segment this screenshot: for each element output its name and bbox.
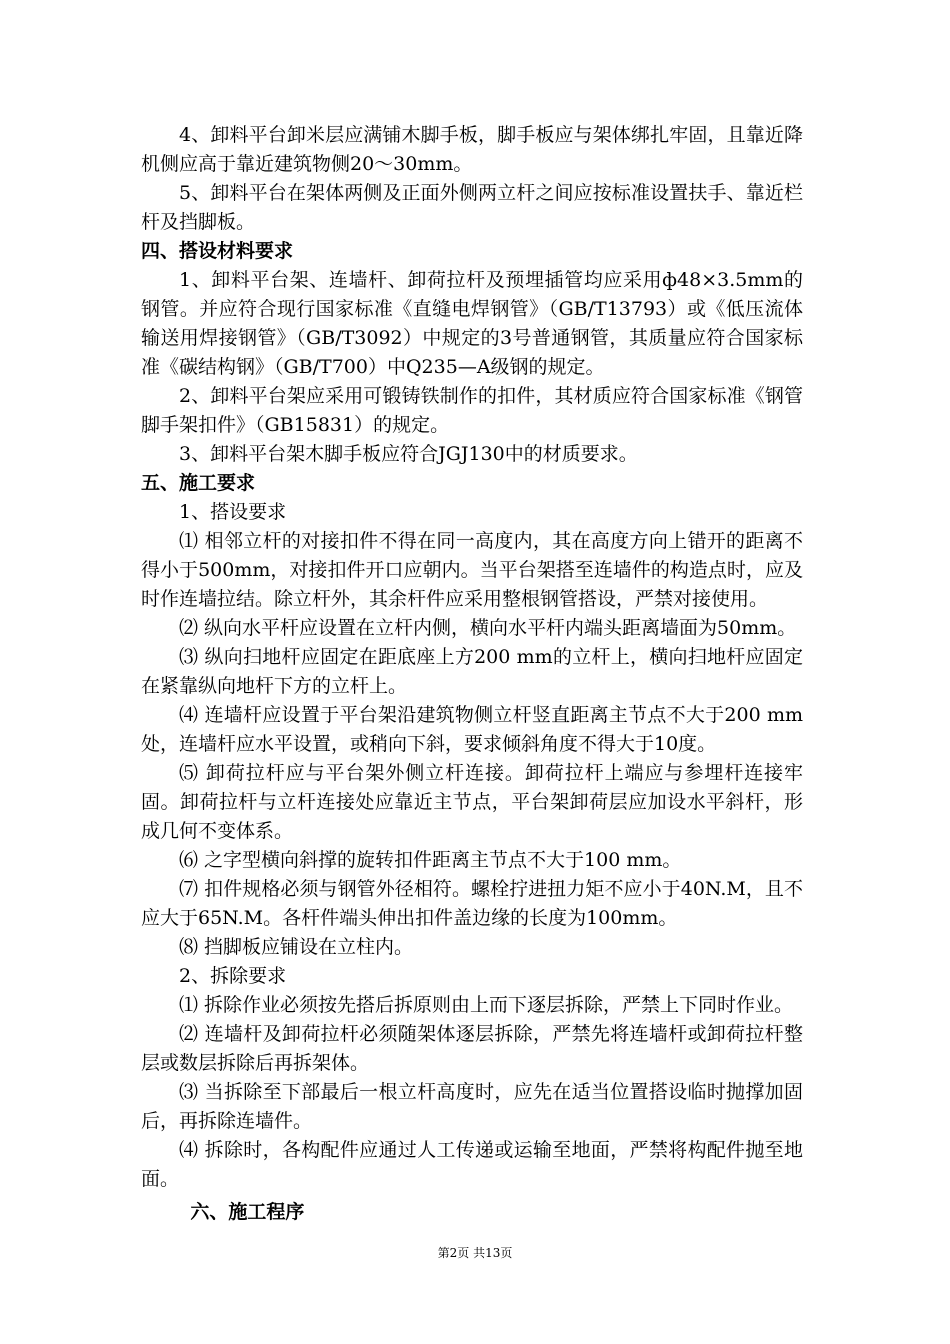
dismantling-item-3: ⑶ 当拆除至下部最后一根立杆高度时，应先在适当位置搭设临时抛撑加固后，再拆除连墙件。 [141,1081,803,1132]
paragraph-item-5: 5、卸料平台在架体两侧及正面外侧两立杆之间应按标准设置扶手、靠近栏杆及挡脚板。 [141,182,803,233]
paragraph-item-4: 4、卸料平台卸米层应满铺木脚手板，脚手板应与架体绑扎牢固，且靠近降机侧应高于靠近建筑物侧20～30mm。 [141,124,803,175]
document-body [141,121,803,1227]
erection-item-6: ⑹ 之字型横向斜撑的旋转扣件距离主节点不大于100 mm。 [179,849,682,871]
dismantling-item-1: ⑴ 拆除作业必须按先搭后拆原则由上而下逐层拆除，严禁上下同时作业。 [179,994,794,1016]
dismantling-item-2: ⑵ 连墙杆及卸荷拉杆必须随架体逐层拆除，严禁先将连墙杆或卸荷拉杆整层或数层拆除后再拆架体。 [141,1023,803,1074]
erection-item-4: ⑷ 连墙杆应设置于平台架沿建筑物侧立杆竖直距离主节点不大于200 mm处，连墙杆应水平设置，或稍向下斜，要求倾斜角度不得大于10度。 [141,704,803,755]
erection-item-3: ⑶ 纵向扫地杆应固定在距底座上方200 mm的立杆上，横向扫地杆应固定在紧靠纵向地杆下方的立杆上。 [141,646,803,697]
materials-item-2: 2、卸料平台架应采用可锻铸铁制作的扣件，其材质应符合国家标准《钢管脚手架扣件》（GB15831）的规定。 [141,385,803,436]
subheading-dismantling: 2、拆除要求 [179,965,287,987]
erection-item-7: ⑺ 扣件规格必须与钢管外径相符。螺栓拧进扭力矩不应小于40N.M，且不应大于65N.M。各杆件端头伸出扣件盖边缘的长度为100mm。 [141,878,803,929]
section-heading-construction: 五、施工要求 [141,472,256,494]
materials-item-1: 1、卸料平台架、连墙杆、卸荷拉杆及预埋插管均应采用ф48×3.5mm的钢管。并应符合现行国家标准《直缝电焊钢管》（GB/T13793）或《低压流体输送用焊接钢管》（GB/T3092）中规定的3号普通钢管，其质量应符合国家标准《碳结构钢》（GB/T700）中Q235—A级钢的规定。 [141,269,803,378]
erection-item-2: ⑵ 纵向水平杆应设置在立杆内侧，横向水平杆内端头距离墙面为50mm。 [179,617,797,639]
dismantling-item-4: ⑷ 拆除时，各构配件应通过人工传递或运输至地面，严禁将构配件抛至地面。 [141,1139,803,1190]
section-heading-procedure: 六、施工程序 [190,1201,305,1223]
erection-item-8: ⑻ 挡脚板应铺设在立柱内。 [179,936,414,958]
page-number: 第2页 共13页 [437,1246,513,1260]
section-heading-materials: 四、搭设材料要求 [141,240,294,262]
erection-item-1: ⑴ 相邻立杆的对接扣件不得在同一高度内，其在高度方向上错开的距离不得小于500mm，对接扣件开口应朝内。当平台架搭至连墙件的构造点时，应及时作连墙拉结。除立杆外，其余杆件应采用整根钢管搭设，严禁对接使用。 [141,530,803,610]
subheading-erection: 1、搭设要求 [179,501,287,523]
erection-item-5: ⑸ 卸荷拉杆应与平台架外侧立杆连接。卸荷拉杆上端应与参埋杆连接牢固。卸荷拉杆与立杆连接处应靠近主节点，平台架卸荷层应加设水平斜杆，形成几何不变体系。 [141,762,803,842]
materials-item-3: 3、卸料平台架木脚手板应符合JGJ130中的材质要求。 [179,443,638,465]
